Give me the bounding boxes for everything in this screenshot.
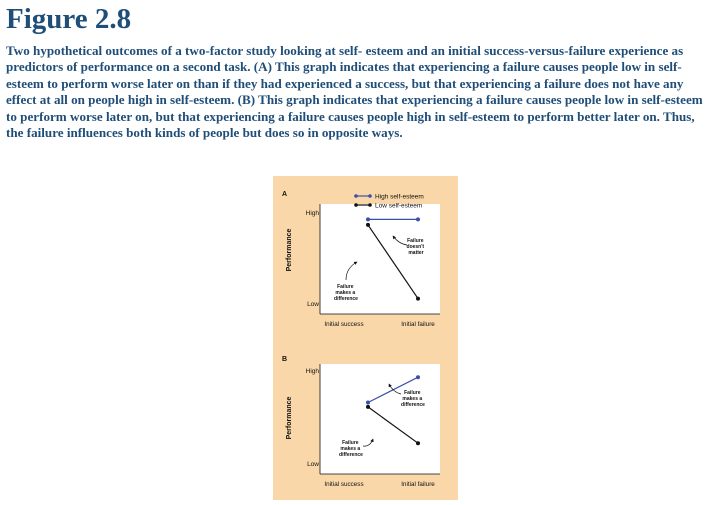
panel-a-annotation-1: Failure doesn't matter [406, 238, 425, 256]
legend-high-point-1 [354, 194, 358, 198]
panel-b-ytick-low: Low [307, 461, 319, 468]
figure-caption: Two hypothetical outcomes of a two-factor study looking at self- esteem and an initial success-versus-failure experience as predictors of performance on a second task. (A) This graph indicates that experiencing a failure causes people low in self-esteem to perform worse later on than if they had experienced a success, but that experiencing a failure does not have any effect at all on people high in self-esteem. (B) This graph indicates that experiencing a failure causes people low in self-esteem to perform worse later on, but that experiencing a failure causes people high in self-esteem to perform better later on. Thus, the failure influences both kinds of people but does so in opposite ways. [6, 43, 703, 141]
legend-low-point-1 [354, 203, 358, 207]
panel-b [282, 356, 440, 488]
legend-high-point-2 [368, 194, 372, 198]
panel-a-low-point-failure [416, 297, 420, 301]
panel-b-annotation-1: Failure makes a difference [401, 390, 425, 408]
panel-b-xtick-failure: Initial failure [401, 481, 435, 488]
panel-b-xtick-success: Initial success [324, 481, 364, 488]
panel-a-label: A [282, 191, 288, 198]
panel-b-low-point-success [366, 405, 370, 409]
legend-high-label: High self-esteem [375, 193, 424, 201]
panel-a-ytick-high: High [305, 210, 319, 217]
panel-b-annotation-2: Failure makes a difference [339, 440, 363, 458]
panel-a-low-point-success [366, 223, 370, 227]
panel-a-high-point-success [366, 217, 370, 221]
panel-a-ylabel: Performance [286, 228, 293, 272]
legend-low-point-2 [368, 203, 372, 207]
panel-b-low-point-failure [416, 441, 420, 445]
panel-b-ytick-high: High [305, 368, 319, 375]
panel-a-annotation-2: Failure makes a difference [334, 284, 358, 302]
panel-a-high-point-failure [416, 217, 420, 221]
figure-panel [273, 176, 458, 500]
figure-svg [273, 176, 458, 500]
panel-b-plot-area [320, 364, 440, 474]
panel-b-high-point-failure [416, 375, 420, 379]
panel-a-xtick-success: Initial success [324, 321, 364, 328]
panel-a-ytick-low: Low [307, 301, 319, 308]
panel-b-label: B [282, 356, 288, 363]
panel-b-high-point-success [366, 401, 370, 405]
panel-a [282, 191, 440, 328]
panel-b-ylabel: Performance [286, 396, 293, 440]
legend-low-label: Low self-esteem [375, 202, 423, 210]
panel-a-xtick-failure: Initial failure [401, 321, 435, 328]
figure-title: Figure 2.8 [6, 3, 132, 35]
